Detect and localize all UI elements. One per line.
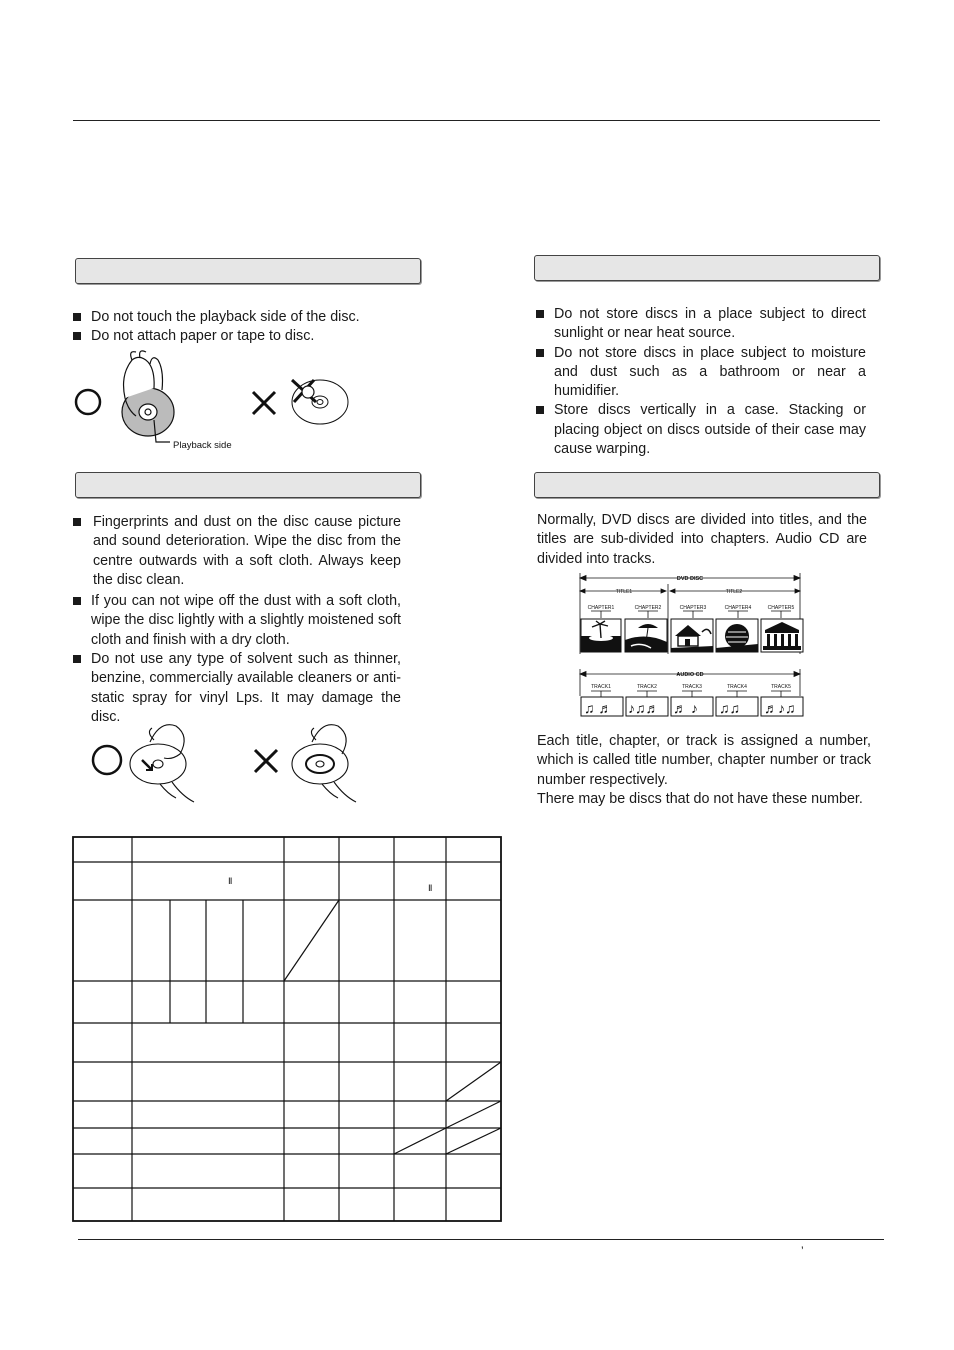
- title-label: TITLE2: [725, 589, 743, 595]
- list-item: Do not attach paper or tape to disc.: [73, 327, 403, 346]
- track-label: TRACK1: [591, 684, 611, 690]
- footer-rule: [78, 1239, 884, 1240]
- ok-circle-icon: [93, 746, 121, 774]
- structure-intro: Normally, DVD discs are divided into titles, and the titles are sub-divided into chapters. Audio CD are divided into tracks.: [537, 512, 867, 567]
- section-header-bar-storage: [534, 255, 880, 281]
- list-item: Store discs vertically in a case. Stacking or placing object on discs outside of their case may cause warping.: [536, 401, 866, 459]
- section-header-bar-structure: [534, 472, 880, 498]
- list-item: If you can not wipe off the dust with a soft cloth, wipe the disc lightly with a slightly moistened soft cloth and finish with a dry cloth.: [73, 592, 401, 650]
- chapter-label: CHAPTER1: [587, 605, 615, 611]
- ok-circle-icon: [76, 390, 100, 414]
- disc-icon: [292, 380, 348, 424]
- disc-structure-diagram: [576, 570, 806, 720]
- header-rule: [73, 120, 880, 121]
- list-item: Fingerprints and dust on the disc cause picture and sound deterioration. Wipe the disc from the centre outwards with a soft cloth. Always keep the disc clean.: [73, 513, 401, 590]
- wiping-disc-icon: [130, 725, 194, 802]
- structure-outro: Each title, chapter, or track is assigned a number, which is called title number, chapter number or track number respectively.: [537, 733, 871, 788]
- cleaning-figure: [80, 712, 370, 807]
- list-item: Do not use any type of solvent such as thinner, benzine, commercially available cleaners or anti-static spray for vinyl Lps. It may damage the disc.: [73, 650, 401, 727]
- chapter-label: CHAPTER3: [679, 605, 707, 611]
- storage-list: [536, 305, 866, 459]
- chapter-image-globe-icon: [716, 619, 758, 652]
- footer-mark: ’: [801, 1244, 804, 1258]
- music-note-icon: ♪♫♬: [628, 700, 660, 716]
- chapter-image-house-icon: [671, 619, 713, 652]
- playback-side-label: Playback side: [173, 440, 232, 451]
- track-label: TRACK3: [682, 684, 702, 690]
- wiping-disc-circular-icon: [292, 725, 356, 802]
- music-note-icon: ♫♫: [719, 700, 740, 716]
- roman-mark: Ⅱ: [228, 876, 233, 886]
- section-header-bar-cleaning: [75, 472, 421, 498]
- audio-cd-label: AUDIO CD: [676, 672, 704, 678]
- chapter-image-beach-icon: [625, 619, 667, 652]
- music-note-icon: ♬♪♫: [764, 700, 796, 716]
- handling-list: [73, 308, 403, 347]
- track-label: TRACK5: [771, 684, 791, 690]
- music-note-icon: ♫ ♬: [584, 700, 613, 716]
- chapter-label: CHAPTER2: [634, 605, 662, 611]
- chapter-image-temple-icon: [761, 619, 803, 652]
- wrong-cross-icon: [253, 392, 275, 414]
- list-item: Do not touch the playback side of the disc.: [73, 308, 403, 327]
- cleaning-list: [73, 513, 401, 727]
- dvd-disc-label: DVD DISC: [676, 576, 704, 582]
- section-header-bar-handling: [75, 258, 421, 284]
- structure-note: There may be discs that do not have these number.: [537, 791, 863, 807]
- list-item: Do not store discs in place subject to moisture and dust such as a bathroom or near a humidifier.: [536, 344, 866, 402]
- list-item: Do not store discs in a place subject to direct sunlight or near heat source.: [536, 305, 866, 344]
- music-note-icon: ♬ ♪: [673, 700, 698, 716]
- chapter-label: CHAPTER4: [724, 605, 752, 611]
- roman-mark: Ⅱ: [428, 883, 433, 893]
- hand-holding-disc-icon: [122, 351, 174, 442]
- chapter-image-island-icon: [581, 619, 621, 652]
- track-label: TRACK4: [727, 684, 747, 690]
- format-table: [72, 836, 502, 1222]
- wrong-cross-icon: [255, 750, 277, 772]
- handling-figure: [70, 350, 370, 455]
- chapter-label: CHAPTER5: [767, 605, 795, 611]
- title-label: TITLE1: [615, 589, 633, 595]
- track-label: TRACK2: [637, 684, 657, 690]
